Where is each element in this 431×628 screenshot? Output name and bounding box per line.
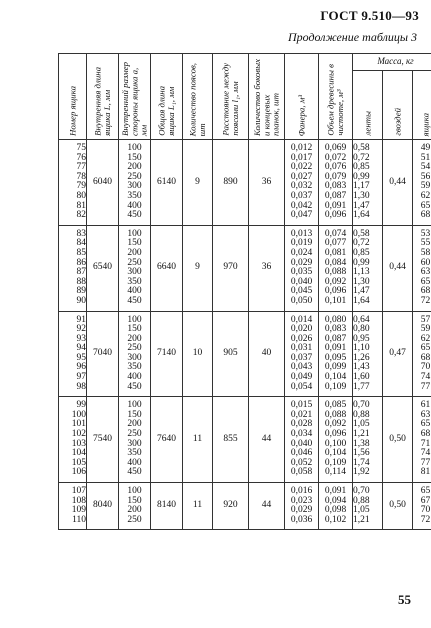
plywood-cell-value: 0,028 [290, 419, 313, 430]
plywood-cell [285, 483, 319, 530]
inner-side-cell [119, 483, 151, 530]
volume-cell-value: 0,096 [324, 429, 347, 440]
volume-cell-value: 0,079 [324, 171, 347, 182]
volume-cell-value: 0,072 [324, 152, 347, 163]
mass-nails-cell: 0,50 [383, 483, 413, 530]
box-number-cell-value: 84 [76, 238, 86, 249]
box-number-cell-value: 100 [71, 409, 86, 420]
inner-side-cell-value: 450 [127, 210, 142, 221]
volume-cell-value: 0,088 [324, 267, 347, 278]
mass-ribs-cell [353, 483, 383, 530]
box-number-cell-value: 103 [71, 438, 86, 449]
mass-ribs-cell-value: 0,70 [353, 486, 370, 496]
volume-cell-value: 0,092 [324, 276, 347, 287]
col-box-number: Номер ящика [59, 54, 87, 140]
volume-cell-value: 0,092 [324, 419, 347, 430]
boxes-table [58, 53, 431, 530]
volume-cell [319, 397, 353, 483]
mass-ribs-cell-value: 1,13 [353, 267, 370, 278]
mass-ribs-cell-value: 0,72 [353, 238, 370, 249]
table-body [59, 140, 431, 530]
plywood-cell-value: 0,027 [290, 171, 313, 182]
inner-side-cell-value: 200 [127, 505, 142, 516]
box-number-cell-value: 81 [76, 200, 86, 211]
volume-cell-value: 0,099 [324, 362, 347, 373]
mass-ribs-cell-value: 0,72 [353, 152, 370, 163]
mass-ribs-cell-value: 1,05 [353, 419, 370, 430]
plywood-cell-value: 0,046 [290, 448, 313, 459]
inner-side-cell-value: 450 [127, 295, 142, 306]
mass-ribs-cell [353, 311, 383, 397]
volume-cell-value: 0,091 [324, 343, 347, 354]
box-number-cell-value: 79 [76, 181, 86, 192]
col-plywood: Фанера, м³ [285, 54, 319, 140]
mass-box-cell-value: 59 [420, 324, 431, 335]
mass-box-cell-value: 72 [420, 514, 431, 525]
mass-ribs-cell-value: 1,56 [353, 448, 370, 459]
box-number-cell-value: 108 [71, 495, 86, 506]
volume-cell [319, 483, 353, 530]
inner-side-cell-value: 150 [127, 152, 142, 163]
plywood-cell [285, 225, 319, 311]
box-number-cell-value: 89 [76, 286, 86, 297]
plywood-cell-value: 0,013 [290, 228, 313, 239]
volume-cell-value: 0,091 [324, 200, 347, 211]
mass-ribs-cell-value: 0,95 [353, 333, 370, 344]
plywood-cell-value: 0,043 [290, 362, 313, 373]
table-continuation-caption: Продолжение таблицы 3 [287, 30, 417, 44]
volume-cell-value: 0,085 [324, 400, 347, 411]
inner-side-cell-value: 250 [127, 343, 142, 354]
mass-box-cell-value: 68 [420, 286, 431, 297]
box-number-cell-value: 101 [71, 419, 86, 430]
volume-cell [319, 311, 353, 397]
inner-side-cell-value: 200 [127, 247, 142, 258]
mass-box-cell-value: 59 [420, 181, 431, 192]
belt-spacing-cell: 890 [213, 140, 249, 226]
plywood-cell-value: 0,012 [290, 143, 313, 153]
inner-side-cell-value: 300 [127, 438, 142, 449]
volume-cell [319, 140, 353, 226]
mass-box-cell-value: 61 [420, 400, 431, 411]
mass-ribs-cell-value: 1,21 [353, 429, 370, 440]
box-number-cell-value: 76 [76, 152, 86, 163]
plywood-cell-value: 0,023 [290, 495, 313, 506]
plywood-cell-value: 0,036 [290, 514, 313, 525]
plywood-cell-value: 0,042 [290, 200, 313, 211]
plywood-cell-value: 0,015 [290, 400, 313, 411]
mass-ribs-cell-value: 1,43 [353, 362, 370, 373]
box-number-cell-value: 93 [76, 333, 86, 344]
mass-ribs-cell-value: 0,88 [353, 409, 370, 420]
inner-side-cell [119, 140, 151, 226]
mass-box-cell-value: 56 [420, 171, 431, 182]
inner-length-cell: 6540 [87, 225, 119, 311]
plywood-cell [285, 140, 319, 226]
mass-ribs-cell-value: 1,64 [353, 210, 370, 221]
plywood-cell-value: 0,032 [290, 181, 313, 192]
mass-ribs-cell-value: 0,70 [353, 400, 370, 411]
mass-nails-cell: 0,50 [383, 397, 413, 483]
mass-ribs-cell-value: 0,85 [353, 247, 370, 258]
volume-cell-value: 0,109 [324, 457, 347, 468]
mass-ribs-cell-value: 1,26 [353, 352, 370, 363]
plywood-cell-value: 0,017 [290, 152, 313, 163]
box-number-cell [59, 140, 87, 226]
inner-side-cell-value: 400 [127, 200, 142, 211]
inner-side-cell-value: 100 [127, 400, 142, 411]
box-number-cell-value: 83 [76, 228, 86, 239]
box-number-cell-value: 96 [76, 362, 86, 373]
inner-side-cell-value: 150 [127, 238, 142, 249]
volume-cell-value: 0,109 [324, 381, 347, 392]
belts-count-cell: 9 [183, 140, 213, 226]
box-number-cell-value: 90 [76, 295, 86, 306]
box-number-cell-value: 105 [71, 457, 86, 468]
volume-cell-value: 0,095 [324, 352, 347, 363]
plywood-cell-value: 0,024 [290, 247, 313, 258]
box-number-cell-value: 82 [76, 210, 86, 221]
volume-cell-value: 0,104 [324, 372, 347, 383]
inner-side-cell-value: 100 [127, 228, 142, 239]
box-number-cell-value: 102 [71, 429, 86, 440]
mass-box-cell [413, 140, 431, 226]
belts-count-cell: 9 [183, 225, 213, 311]
volume-cell-value: 0,114 [324, 467, 347, 478]
plywood-cell-value: 0,058 [290, 467, 313, 478]
inner-side-cell-value: 150 [127, 409, 142, 420]
mass-box-cell-value: 65 [420, 419, 431, 430]
box-number-cell-value: 104 [71, 448, 86, 459]
inner-side-cell-value: 350 [127, 276, 142, 287]
belt-spacing-cell: 855 [213, 397, 249, 483]
col-mass-nails: гвоздей [383, 71, 413, 140]
mass-ribs-cell-value: 1,05 [353, 505, 370, 516]
plywood-cell-value: 0,029 [290, 257, 313, 268]
volume-cell-value: 0,084 [324, 257, 347, 268]
belt-spacing-cell: 970 [213, 225, 249, 311]
mass-box-cell-value: 70 [420, 362, 431, 373]
mass-ribs-cell-value: 1,60 [353, 372, 370, 383]
inner-side-cell-value: 250 [127, 514, 142, 525]
table-row-group [59, 225, 431, 311]
mass-box-cell-value: 58 [420, 247, 431, 258]
plywood-cell [285, 311, 319, 397]
side-count-cell: 36 [249, 140, 285, 226]
plywood-cell-value: 0,026 [290, 333, 313, 344]
box-number-cell-value: 107 [71, 486, 86, 496]
box-number-cell-value: 94 [76, 343, 86, 354]
mass-box-cell-value: 70 [420, 505, 431, 516]
mass-box-cell-value: 74 [420, 448, 431, 459]
plywood-cell-value: 0,014 [290, 314, 313, 325]
col-overall-length: Общая длина ящика L₁, мм [151, 54, 183, 140]
volume-cell-value: 0,074 [324, 228, 347, 239]
plywood-cell-value: 0,052 [290, 457, 313, 468]
box-number-cell-value: 106 [71, 467, 86, 478]
mass-box-cell-value: 68 [420, 429, 431, 440]
mass-box-cell-value: 68 [420, 352, 431, 363]
mass-nails-cell: 0,44 [383, 225, 413, 311]
volume-cell-value: 0,094 [324, 495, 347, 506]
volume-cell-value: 0,083 [324, 181, 347, 192]
page-number: 55 [398, 592, 411, 607]
mass-ribs-cell-value: 0,99 [353, 257, 370, 268]
mass-ribs-cell-value: 1,64 [353, 295, 370, 306]
table-row-group [59, 483, 431, 530]
inner-side-cell-value: 250 [127, 257, 142, 268]
box-number-cell [59, 483, 87, 530]
mass-box-cell-value: 62 [420, 333, 431, 344]
plywood-cell-value: 0,022 [290, 162, 313, 173]
overall-length-cell: 6140 [151, 140, 183, 226]
mass-ribs-cell-value: 1,30 [353, 276, 370, 287]
col-belt-spacing: Расстояние между поясами l₁, мм [213, 54, 249, 140]
mass-ribs-cell-value: 0,88 [353, 495, 370, 506]
box-number-cell-value: 75 [76, 143, 86, 153]
plywood-cell [285, 397, 319, 483]
plywood-cell-value: 0,040 [290, 438, 313, 449]
plywood-cell-value: 0,037 [290, 352, 313, 363]
inner-side-cell-value: 400 [127, 372, 142, 383]
plywood-cell-value: 0,035 [290, 267, 313, 278]
volume-cell-value: 0,096 [324, 210, 347, 221]
volume-cell-value: 0,076 [324, 162, 347, 173]
mass-box-cell-value: 67 [420, 495, 431, 506]
overall-length-cell: 7140 [151, 311, 183, 397]
mass-ribs-cell-value: 0,58 [353, 143, 370, 153]
box-number-cell [59, 225, 87, 311]
mass-ribs-cell-value: 1,38 [353, 438, 370, 449]
box-number-cell-value: 77 [76, 162, 86, 173]
inner-side-cell-value: 400 [127, 457, 142, 468]
mass-box-cell-value: 53 [420, 228, 431, 239]
inner-side-cell-value: 100 [127, 143, 142, 153]
belts-count-cell: 11 [183, 397, 213, 483]
box-number-cell-value: 88 [76, 276, 86, 287]
mass-ribs-cell-value: 1,17 [353, 181, 370, 192]
mass-box-cell [413, 225, 431, 311]
inner-side-cell-value: 100 [127, 314, 142, 325]
mass-box-cell-value: 72 [420, 295, 431, 306]
col-side-count: Количество боковых и концевых планок, шт [249, 54, 285, 140]
box-number-cell-value: 109 [71, 505, 86, 516]
mass-ribs-cell-value: 1,30 [353, 190, 370, 201]
mass-box-cell-value: 57 [420, 314, 431, 325]
inner-side-cell-value: 300 [127, 181, 142, 192]
mass-box-cell-value: 65 [420, 200, 431, 211]
plywood-cell-value: 0,034 [290, 429, 313, 440]
box-number-cell-value: 97 [76, 372, 86, 383]
overall-length-cell: 8140 [151, 483, 183, 530]
mass-box-cell-value: 60 [420, 257, 431, 268]
plywood-cell-value: 0,029 [290, 505, 313, 516]
mass-nails-cell: 0,47 [383, 311, 413, 397]
col-inner-length: Внутренняя длина ящика L, мм [87, 54, 119, 140]
mass-box-cell-value: 55 [420, 238, 431, 249]
plywood-cell-value: 0,049 [290, 372, 313, 383]
mass-box-cell-value: 65 [420, 343, 431, 354]
plywood-cell-value: 0,040 [290, 276, 313, 287]
volume-cell-value: 0,100 [324, 438, 347, 449]
side-count-cell: 44 [249, 397, 285, 483]
box-number-cell-value: 91 [76, 314, 86, 325]
inner-side-cell [119, 311, 151, 397]
box-number-cell [59, 311, 87, 397]
volume-cell-value: 0,077 [324, 238, 347, 249]
mass-ribs-cell-value: 0,80 [353, 324, 370, 335]
mass-ribs-cell-value: 0,58 [353, 228, 370, 239]
volume-cell-value: 0,091 [324, 486, 347, 496]
inner-side-cell-value: 200 [127, 162, 142, 173]
box-number-cell-value: 86 [76, 257, 86, 268]
mass-box-cell-value: 81 [420, 467, 431, 478]
inner-side-cell-value: 200 [127, 419, 142, 430]
mass-ribs-cell-value: 1,21 [353, 514, 370, 525]
col-mass-box: ящика [413, 71, 431, 140]
plywood-cell-value: 0,054 [290, 381, 313, 392]
inner-side-cell [119, 397, 151, 483]
volume-cell-value: 0,101 [324, 295, 347, 306]
mass-ribs-cell [353, 140, 383, 226]
box-number-cell-value: 85 [76, 247, 86, 258]
plywood-cell-value: 0,020 [290, 324, 313, 335]
mass-ribs-cell-value: 1,92 [353, 467, 370, 478]
volume-cell-value: 0,087 [324, 333, 347, 344]
mass-nails-cell: 0,44 [383, 140, 413, 226]
mass-box-cell-value: 65 [420, 486, 431, 496]
inner-side-cell-value: 200 [127, 333, 142, 344]
plywood-cell-value: 0,021 [290, 409, 313, 420]
mass-ribs-cell-value: 0,99 [353, 171, 370, 182]
inner-side-cell-value: 300 [127, 352, 142, 363]
mass-ribs-cell-value: 1,47 [353, 200, 370, 211]
plywood-cell-value: 0,047 [290, 210, 313, 221]
box-number-cell-value: 87 [76, 267, 86, 278]
mass-box-cell-value: 54 [420, 162, 431, 173]
volume-cell [319, 225, 353, 311]
volume-cell-value: 0,098 [324, 505, 347, 516]
overall-length-cell: 7640 [151, 397, 183, 483]
col-volume: Объем древесины в чистоте, м³ [319, 54, 353, 140]
col-mass-ribs: ленты [353, 71, 383, 140]
volume-cell-value: 0,088 [324, 409, 347, 420]
inner-length-cell: 7540 [87, 397, 119, 483]
mass-box-cell-value: 71 [420, 438, 431, 449]
col-belts-count: Количество поясов, шт [183, 54, 213, 140]
mass-box-cell [413, 311, 431, 397]
belt-spacing-cell: 920 [213, 483, 249, 530]
mass-ribs-cell [353, 397, 383, 483]
plywood-cell-value: 0,031 [290, 343, 313, 354]
volume-cell-value: 0,080 [324, 314, 347, 325]
inner-side-cell-value: 350 [127, 448, 142, 459]
mass-ribs-cell-value: 1,47 [353, 286, 370, 297]
plywood-cell-value: 0,045 [290, 286, 313, 297]
inner-length-cell: 7040 [87, 311, 119, 397]
inner-side-cell-value: 350 [127, 362, 142, 373]
plywood-cell-value: 0,050 [290, 295, 313, 306]
volume-cell-value: 0,083 [324, 324, 347, 335]
inner-side-cell-value: 100 [127, 486, 142, 496]
mass-box-cell-value: 63 [420, 267, 431, 278]
col-inner-side: Внутренний размер стороны ящика a, мм [119, 54, 151, 140]
mass-ribs-cell-value: 0,85 [353, 162, 370, 173]
mass-box-cell-value: 49 [420, 143, 431, 153]
inner-side-cell-value: 350 [127, 190, 142, 201]
mass-box-cell [413, 483, 431, 530]
side-count-cell: 40 [249, 311, 285, 397]
inner-length-cell: 6040 [87, 140, 119, 226]
mass-box-cell-value: 63 [420, 409, 431, 420]
mass-ribs-cell-value: 1,77 [353, 381, 370, 392]
box-number-cell-value: 80 [76, 190, 86, 201]
mass-box-cell-value: 62 [420, 190, 431, 201]
inner-side-cell-value: 150 [127, 324, 142, 335]
mass-box-cell-value: 68 [420, 210, 431, 221]
mass-box-cell-value: 77 [420, 457, 431, 468]
inner-side-cell-value: 250 [127, 429, 142, 440]
mass-box-cell-value: 65 [420, 276, 431, 287]
box-number-cell-value: 110 [72, 514, 86, 525]
inner-length-cell: 8040 [87, 483, 119, 530]
mass-box-cell-value: 74 [420, 372, 431, 383]
box-number-cell-value: 99 [76, 400, 86, 411]
volume-cell-value: 0,087 [324, 190, 347, 201]
box-number-cell-value: 95 [76, 352, 86, 363]
inner-side-cell-value: 250 [127, 171, 142, 182]
volume-cell-value: 0,096 [324, 286, 347, 297]
side-count-cell: 44 [249, 483, 285, 530]
table-row-group [59, 140, 431, 226]
belts-count-cell: 10 [183, 311, 213, 397]
plywood-cell-value: 0,016 [290, 486, 313, 496]
mass-ribs-cell-value: 1,10 [353, 343, 370, 354]
belt-spacing-cell: 905 [213, 311, 249, 397]
plywood-cell-value: 0,037 [290, 190, 313, 201]
inner-side-cell-value: 400 [127, 286, 142, 297]
overall-length-cell: 6640 [151, 225, 183, 311]
inner-side-cell [119, 225, 151, 311]
inner-side-cell-value: 450 [127, 467, 142, 478]
volume-cell-value: 0,102 [324, 514, 347, 525]
volume-cell-value: 0,069 [324, 143, 347, 153]
box-number-cell-value: 78 [76, 171, 86, 182]
mass-box-cell-value: 51 [420, 152, 431, 163]
plywood-cell-value: 0,019 [290, 238, 313, 249]
mass-box-cell [413, 397, 431, 483]
box-number-cell-value: 92 [76, 324, 86, 335]
standard-code: ГОСТ 9.510—93 [320, 8, 419, 23]
belts-count-cell: 11 [183, 483, 213, 530]
inner-side-cell-value: 150 [127, 495, 142, 506]
box-number-cell-value: 98 [76, 381, 86, 392]
table-row-group [59, 397, 431, 483]
inner-side-cell-value: 450 [127, 381, 142, 392]
mass-ribs-cell [353, 225, 383, 311]
mass-box-cell-value: 77 [420, 381, 431, 392]
mass-ribs-cell-value: 0,64 [353, 314, 370, 325]
mass-ribs-cell-value: 1,74 [353, 457, 370, 468]
col-mass-group: Масса, кг [353, 54, 431, 71]
volume-cell-value: 0,081 [324, 247, 347, 258]
side-count-cell: 36 [249, 225, 285, 311]
volume-cell-value: 0,104 [324, 448, 347, 459]
inner-side-cell-value: 300 [127, 267, 142, 278]
box-number-cell [59, 397, 87, 483]
table-row-group [59, 311, 431, 397]
